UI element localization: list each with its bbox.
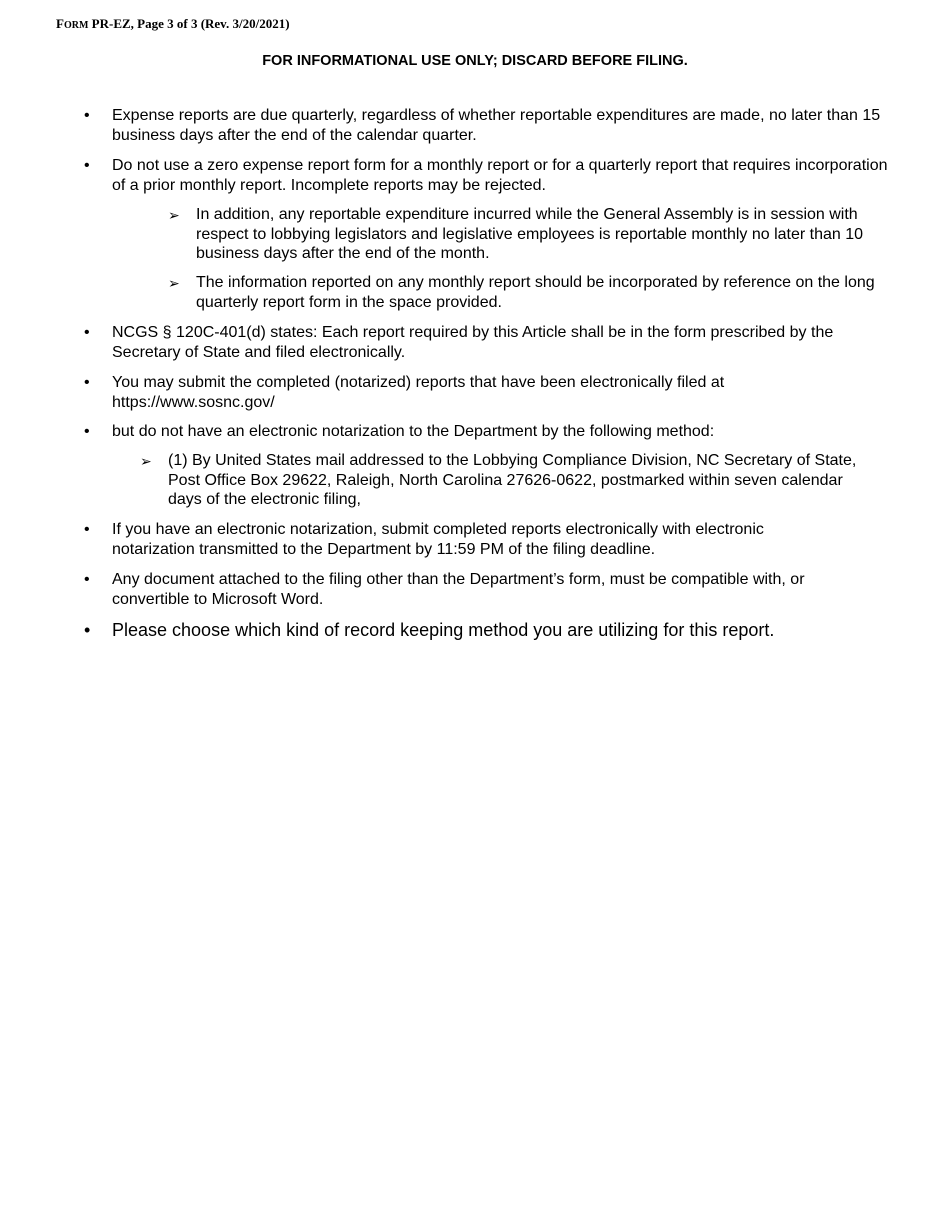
sub-list-item: The information reported on any monthly report should be incorporated by reference on the long quarterly report form in the space provided. — [196, 274, 875, 311]
bullet-icon: • — [84, 324, 90, 341]
form-info: PR-EZ, Page 3 of 3 (Rev. 3/20/2021) — [88, 16, 290, 31]
sub-list-item: (1) By United States mail addressed to the Lobbying Compliance Division, NC Secretary of State, Post Office Box 29622, Raleigh, North Carolina 27626-0622, postmarked within seven calendar days of the electronic filing, — [168, 452, 857, 508]
list-item: If you have an electronic notarization, submit completed reports electronically with electronic notarization transmitted to the Department by 11:59 PM of the filing deadline. — [112, 521, 764, 558]
list-item: Do not use a zero expense report form for a monthly report or for a quarterly report that requires incorporation of a prior monthly report. Incomplete reports may be rejected. — [112, 157, 888, 194]
sub-list-item: In addition, any reportable expenditure incurred while the General Assembly is in session with respect to lobbying legislators and legislative employees is reportable monthly no later than 10 business days after the end of the month. — [196, 206, 864, 262]
form-prefix-initial: F — [56, 16, 64, 31]
list-item: Expense reports are due quarterly, regardless of whether reportable expenditures are made, no later than 15 business days after the end of the calendar quarter. — [112, 107, 881, 144]
bullet-icon: • — [84, 374, 90, 391]
form-prefix-rest: ORM — [63, 20, 89, 31]
bullet-icon: • — [84, 521, 90, 538]
bullet-icon: • — [84, 571, 90, 588]
list-item: Please choose which kind of record keeping method you are utilizing for this report. — [112, 620, 775, 640]
bullet-icon: • — [84, 620, 91, 640]
bullet-icon: • — [84, 157, 90, 174]
form-header — [56, 16, 290, 34]
list-item: but do not have an electronic notarization to the Department by the following method: — [112, 423, 715, 440]
informational-notice: FOR INFORMATIONAL USE ONLY; DISCARD BEFORE FILING. — [262, 53, 688, 69]
arrow-bullet-icon: ➢ — [140, 453, 152, 469]
bullet-icon: • — [84, 423, 90, 440]
bullet-icon: • — [84, 107, 90, 124]
list-item: NCGS § 120C-401(d) states: Each report required by this Article shall be in the form prescribed by the Secretary of State and filed electronically. — [112, 324, 834, 361]
arrow-bullet-icon: ➢ — [168, 275, 180, 291]
list-item: Any document attached to the filing other than the Department’s form, must be compatible with, or convertible to Microsoft Word. — [112, 571, 805, 608]
list-item: You may submit the completed (notarized) reports that have been electronically filed at https://www.sosnc.gov/ — [112, 374, 725, 411]
arrow-bullet-icon: ➢ — [168, 207, 180, 223]
